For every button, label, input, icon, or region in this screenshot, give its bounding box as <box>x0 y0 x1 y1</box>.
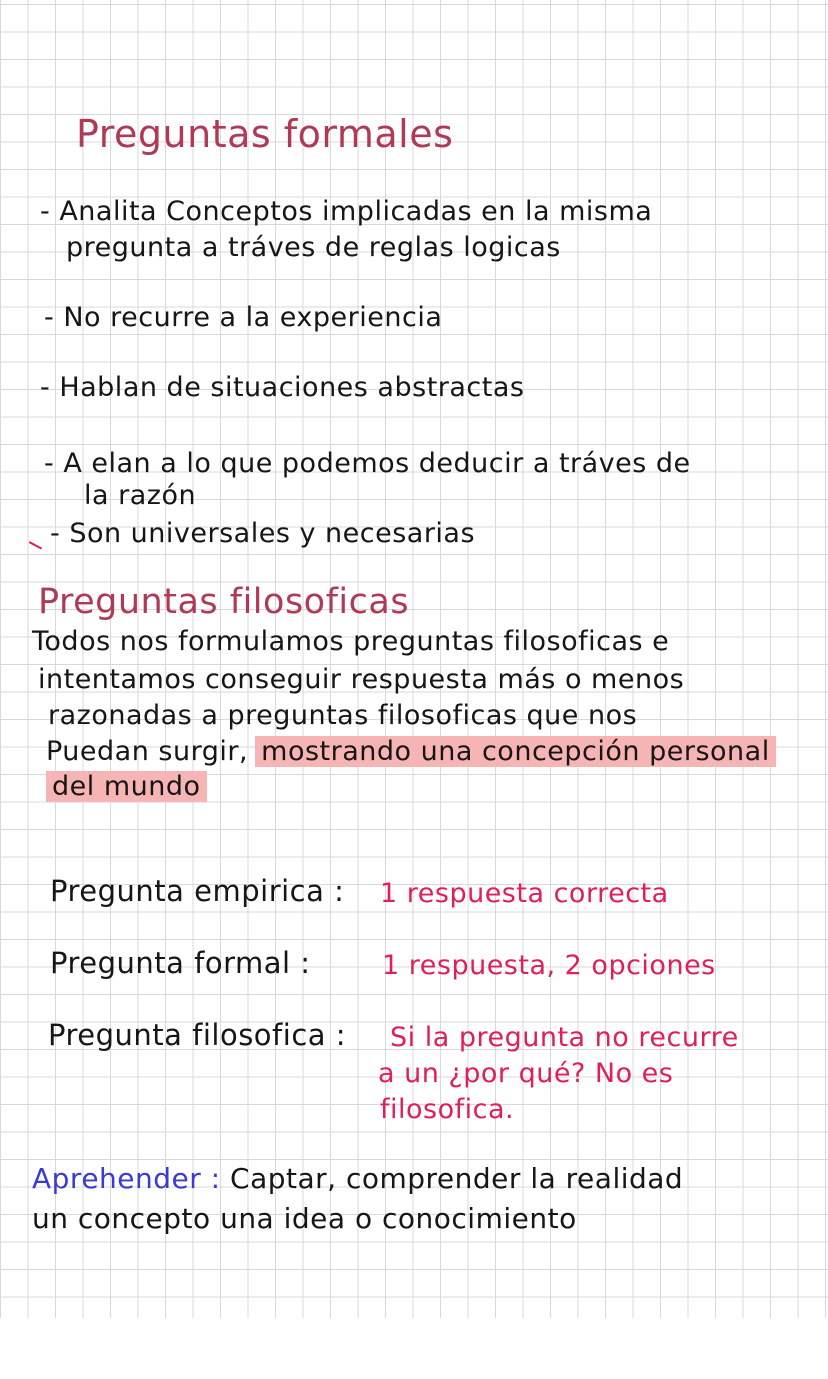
definition-term: Aprehender : <box>32 1162 221 1195</box>
comparison-answer-filosofica-line-2: a un ¿por qué? No es <box>378 1058 674 1089</box>
paragraph-line-4-plain: Puedan surgir, <box>46 736 249 767</box>
paragraph-line-1: Todos nos formulamos preguntas filosoficas e <box>32 626 670 657</box>
bullet-5: - Son universales y necesarias <box>50 518 476 549</box>
comparison-label-filosofica: Pregunta filosofica : <box>48 1018 347 1052</box>
section-title-preguntas-formales: Preguntas formales <box>76 112 454 156</box>
bullet-4-line-2: la razón <box>84 480 197 511</box>
comparison-answer-empirica: 1 respuesta correcta <box>380 878 669 909</box>
page-bottom-blank <box>0 1318 828 1379</box>
highlighted-phrase-1: mostrando una concepción personal <box>255 736 776 767</box>
bullet-1-line-2: pregunta a tráves de reglas logicas <box>66 232 561 263</box>
highlighted-phrase-2: del mundo <box>46 771 207 802</box>
definition-line-2: un concepto una idea o conocimiento <box>32 1202 577 1235</box>
paragraph-line-5 <box>48 771 207 802</box>
definition-line-1 <box>32 1162 683 1195</box>
bullet-3: - Hablan de situaciones abstractas <box>40 372 525 403</box>
comparison-answer-filosofica-line-1: Si la pregunta no recurre <box>390 1022 739 1053</box>
comparison-label-empirica: Pregunta empirica : <box>50 874 345 908</box>
comparison-answer-formal: 1 respuesta, 2 opciones <box>382 950 716 981</box>
definition-text-1: Captar, comprender la realidad <box>230 1162 684 1195</box>
section-title-preguntas-filosoficas: Preguntas filosoficas <box>38 582 410 622</box>
paragraph-line-4 <box>46 736 776 767</box>
red-tick-mark <box>26 541 42 555</box>
bullet-2: - No recurre a la experiencia <box>44 302 443 333</box>
bullet-1-line-1: - Analita Conceptos implicadas en la misma <box>40 196 653 227</box>
bullet-4-line-1: - A elan a lo que podemos deducir a tráves de <box>44 448 691 479</box>
paragraph-line-2: intentamos conseguir respuesta más o menos <box>38 664 685 695</box>
comparison-label-formal: Pregunta formal : <box>50 946 311 980</box>
paragraph-line-3: razonadas a preguntas filosoficas que nos <box>48 700 638 731</box>
comparison-answer-filosofica-line-3: filosofica. <box>380 1094 515 1125</box>
